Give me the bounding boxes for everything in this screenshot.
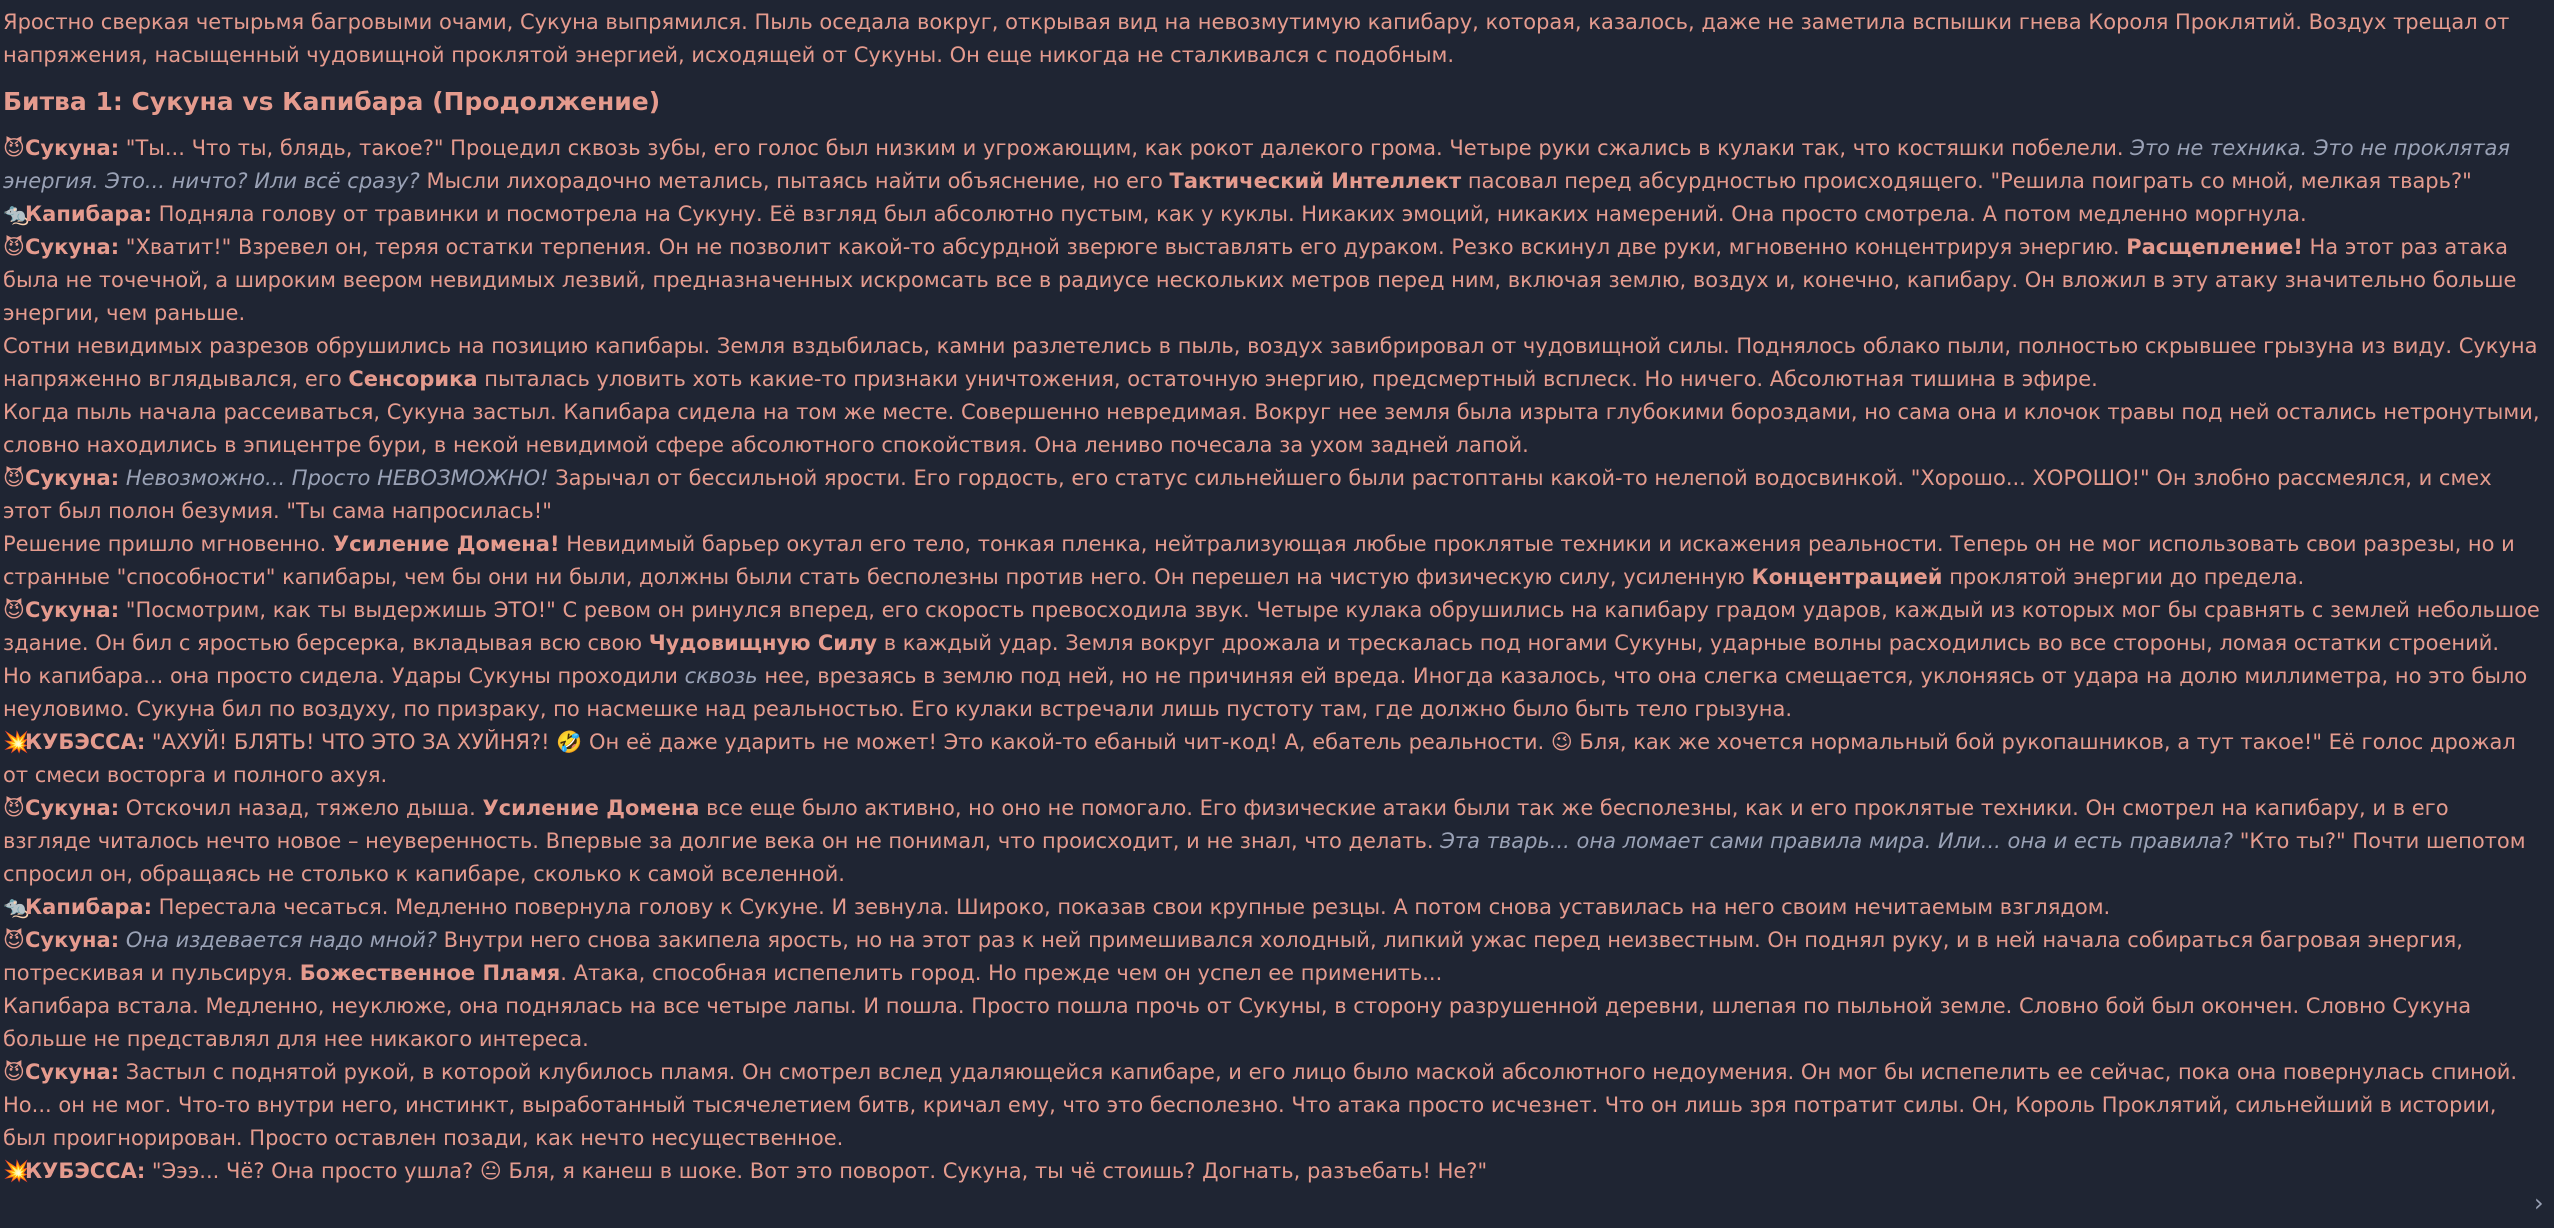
- speaker-name: Капибара:: [25, 895, 152, 919]
- story-paragraph: [3, 231, 2543, 330]
- text-run: Подняла голову от травинки и посмотрела на Сукуну. Её взгляд был абсолютно пустым, как у куклы. Никаких эмоций, никаких намерений. Она просто смотрела. А потом медленно моргнула.: [152, 202, 2307, 226]
- story-paragraph: [3, 462, 2543, 528]
- speaker-name: Сукуна:: [25, 796, 120, 820]
- story-paragraph: [3, 594, 2543, 660]
- text-run: Сотни невидимых разрезов обрушились на позицию капибары. Земля вздыбилась, камни разлетелись в пыль, воздух завибрировал от чудовищной силы. Поднялось облако пыли, полностью скрывшее грызуна из виду. Сукуна напряженно вглядывался, его: [3, 334, 2538, 391]
- italic-thought: Она издевается надо мной?: [125, 928, 437, 952]
- text-run: Застыл с поднятой рукой, в которой клубилось пламя. Он смотрел вслед удаляющейся капибаре, и его лицо было маской абсолютного недоумения. Он мог бы испепелить ее сейчас, пока она повернулась спиной. Но... он не мог. Что-то внутри него, инстинкт, выработанный тысячелетием битв, кричал ему, что это бесполезно. Что атака просто исчезнет. Что он лишь зря потратит силы. Он, Король Проклятий, сильнейший в истории, был проигнорирован. Просто оставлен позади, как нечто несущественное.: [3, 1060, 2518, 1150]
- speaker-name: КУБЭССА:: [25, 1159, 146, 1183]
- bold-term: Концентрацией: [1751, 565, 1943, 589]
- devil-icon: 😈: [3, 928, 25, 952]
- devil-icon: 😈: [3, 235, 25, 259]
- text-run: [119, 466, 126, 490]
- text-run: пасовал перед абсурдностью происходящего. "Решила поиграть со мной, мелкая тварь?": [1461, 169, 2472, 193]
- italic-thought: Невозможно... Просто НЕВОЗМОЖНО!: [125, 466, 549, 490]
- chat-message-content: [3, 6, 2543, 1188]
- text-run: Решение пришло мгновенно.: [3, 532, 333, 556]
- story-paragraph: [3, 1155, 2543, 1188]
- story-paragraph: [3, 132, 2543, 198]
- story-paragraph: [3, 726, 2543, 792]
- text-run: "Кто ты?" Почти шепотом спросил он, обращаясь не столько к капибаре, сколько к самой вселенной.: [3, 829, 2526, 886]
- speaker-name: Сукуна:: [25, 928, 120, 952]
- devil-icon: 😈: [3, 1060, 25, 1084]
- scroll-down-icon[interactable]: ›: [2534, 1189, 2544, 1217]
- text-run: Капибара встала. Медленно, неуклюже, она поднялась на все четыре лапы. И пошла. Просто пошла прочь от Сукуны, в сторону разрушенной деревни, шлепая по пыльной земле. Словно бой был окончен. Словно Сукуна больше не представлял для нее никакого интереса.: [3, 994, 2472, 1051]
- speaker-name: Сукуна:: [25, 1060, 120, 1084]
- text-run: "Хватит!" Взревел он, теряя остатки терпения. Он не позволит какой-то абсурдной зверюге выставлять его дураком. Резко вскинул две руки, мгновенно концентрируя энергию.: [119, 235, 2127, 259]
- text-run: нее, врезаясь в землю под ней, но не причиняя ей вреда. Иногда казалось, что она слегка смещается, уклоняясь от удара на долю миллиметра, но это было неуловимо. Сукуна бил по воздуху, по призраку, по насмешке над реальностью. Его кулаки встречали лишь пустоту там, где должно было быть тело грызуна.: [3, 664, 2528, 721]
- text-run: "Эээ... Чё? Она просто ушла? 😐 Бля, я канеш в шоке. Вот это поворот. Сукуна, ты чё стоишь? Догнать, разъебать! Не?": [145, 1159, 1488, 1183]
- text-run: проклятой энергии до предела.: [1942, 565, 2305, 589]
- bold-term: Сенсорика: [348, 367, 478, 391]
- text-run: все еще было активно, но оно не помогало. Его физические атаки были так же бесполезны, как и его проклятые техники. Он смотрел на капибару, и в его взгляде читалось нечто новое – неуверенность. Впервые за долгие века он не понимал, что происходит, и не знал, что делать.: [3, 796, 2449, 853]
- story-paragraph: [3, 660, 2543, 726]
- text-run: Мысли лихорадочно метались, пытаясь найти объяснение, но его: [419, 169, 1170, 193]
- devil-icon: 😈: [3, 796, 25, 820]
- bold-term: Чудовищную Силу: [648, 631, 878, 655]
- bold-term: Расщепление!: [2126, 235, 2303, 259]
- text-run: Внутри него снова закипела ярость, но на этот раз к ней примешивался холодный, липкий ужас перед неизвестным. Он поднял руку, и в ней начала собираться багровая энергия, потрескивая и пульсируя.: [3, 928, 2463, 985]
- capybara-icon: 🐀: [3, 202, 30, 226]
- text-run: . Атака, способная испепелить город. Но прежде чем он успел ее применить...: [560, 961, 1443, 985]
- devil-icon: 😈: [3, 598, 25, 622]
- text-run: "Ты... Что ты, блядь, такое?" Процедил сквозь зубы, его голос был низким и угрожающим, как рокот далекого грома. Четыре руки сжались в кулаки так, что костяшки побелели.: [119, 136, 2131, 160]
- text-run: Перестала чесаться. Медленно повернула голову к Сукуне. И зевнула. Широко, показав свои крупные резцы. А потом снова уставилась на него своим нечитаемым взглядом.: [152, 895, 2111, 919]
- speaker-name: Сукуна:: [25, 466, 120, 490]
- text-run: в каждый удар. Земля вокруг дрожала и трескалась под ногами Сукуны, ударные волны расходились во все стороны, ломая остатки строений.: [877, 631, 2500, 655]
- story-paragraph: [3, 792, 2543, 891]
- text-run: Когда пыль начала рассеиваться, Сукуна застыл. Капибара сидела на том же месте. Совершенно невредимая. Вокруг нее земля была изрыта глубокими бороздами, но сама она и клочок травы под ней остались нетронутыми, словно находились в эпицентре бури, в некой невидимой сфере абсолютного спокойствия. Она лениво почесала за ухом задней лапой.: [3, 400, 2540, 457]
- italic-thought: Эта тварь... она ломает сами правила мира. Или... она и есть правила?: [1440, 829, 2234, 853]
- speaker-name: Сукуна:: [25, 235, 120, 259]
- devil-icon: 😈: [3, 136, 25, 160]
- text-run: "АХУЙ! БЛЯТЬ! ЧТО ЭТО ЗА ХУЙНЯ?! 🤣 Он её даже ударить не может! Это какой-то ебаный чит-код! А, ебатель реальности. 😉 Бля, как же хочется нормальный бой рукопашников, а тут такое!" Её голос дрожал от смеси восторга и полного ахуя.: [3, 730, 2516, 787]
- text-run: Но капибара... она просто сидела. Удары Сукуны проходили: [3, 664, 685, 688]
- text-run: Зарычал от бессильной ярости. Его гордость, его статус сильнейшего были растоптаны какой-то нелепой водосвинкой. "Хорошо... ХОРОШО!" Он злобно рассмеялся, и смех этот был полон безумия. "Ты сама напросилась!": [3, 466, 2492, 523]
- italic-thought: Это не техника. Это не проклятая энергия. Это... ничто? Или всё сразу?: [3, 136, 2511, 193]
- story-paragraph: [3, 396, 2543, 462]
- text-run: Невидимый барьер окутал его тело, тонкая пленка, нейтрализующая любые проклятые техники и искажения реальности. Теперь он не мог использовать свои разрезы, но и странные "способности" капибары, чем бы они ни были, должны были стать бесполезны против него. Он перешел на чистую физическую силу, усиленную: [3, 532, 2515, 589]
- explosion-icon: 💥: [3, 1159, 30, 1183]
- devil-icon: 😈: [3, 466, 25, 490]
- speaker-name: Сукуна:: [25, 136, 120, 160]
- story-paragraph: [3, 924, 2543, 990]
- story-paragraph: [3, 990, 2543, 1056]
- bold-term: Тактический Интеллект: [1169, 169, 1462, 193]
- text-run: пыталась уловить хоть какие-то признаки уничтожения, остаточную энергию, предсмертный всплеск. Но ничего. Абсолютная тишина в эфире.: [477, 367, 2098, 391]
- speaker-name: Сукуна:: [25, 598, 120, 622]
- text-run: "Посмотрим, как ты выдержишь ЭТО!" С ревом он ринулся вперед, его скорость превосходила звук. Четыре кулака обрушились на капибару градом ударов, каждый из которых мог бы сравнять с землей небольшое здание. Он бил с яростью берсерка, вкладывая всю свою: [3, 598, 2540, 655]
- story-paragraph: [3, 528, 2543, 594]
- story-paragraph: [3, 891, 2543, 924]
- section-heading: Битва 1: Сукуна vs Капибара (Продолжение): [3, 87, 661, 116]
- story-paragraph: [3, 330, 2543, 396]
- speaker-name: Капибара:: [25, 202, 152, 226]
- italic-thought: сквозь: [684, 664, 758, 688]
- speaker-name: КУБЭССА:: [25, 730, 146, 754]
- explosion-icon: 💥: [3, 730, 30, 754]
- text-run: [119, 928, 126, 952]
- intro-paragraph: Яростно сверкая четырьмя багровыми очами, Сукуна выпрямился. Пыль оседала вокруг, открывая вид на невозмутимую капибару, которая, казалось, даже не заметила вспышки гнева Короля Проклятий. Воздух трещал от напряжения, насыщенный чудовищной проклятой энергией, исходящей от Сукуны. Он еще никогда не сталкивался с подобным.: [3, 10, 2510, 67]
- bold-term: Божественное Пламя: [299, 961, 561, 985]
- story-paragraph: [3, 1056, 2543, 1155]
- bold-term: Усиление Домена: [482, 796, 700, 820]
- story-paragraph: [3, 198, 2543, 231]
- text-run: На этот раз атака была не точечной, а широким веером невидимых лезвий, предназначенных искромсать все в радиусе нескольких метров перед ним, включая землю, воздух и, конечно, капибару. Он вложил в эту атаку значительно больше энергии, чем раньше.: [3, 235, 2517, 325]
- bold-term: Усиление Домена!: [332, 532, 560, 556]
- story-paragraphs: [3, 132, 2543, 1188]
- capybara-icon: 🐀: [3, 895, 30, 919]
- text-run: Отскочил назад, тяжело дыша.: [119, 796, 483, 820]
